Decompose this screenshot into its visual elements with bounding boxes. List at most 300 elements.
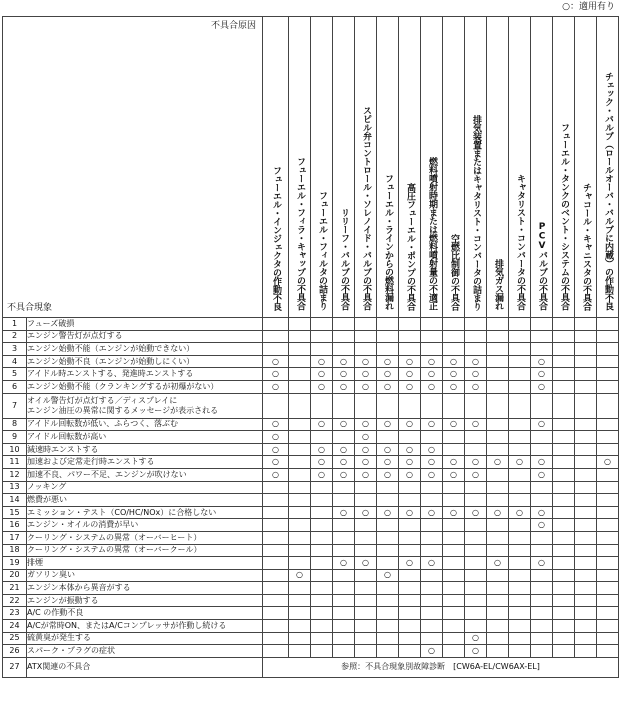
cause-mark-cell xyxy=(399,544,421,557)
cause-mark-cell xyxy=(421,594,443,607)
cause-mark-cell xyxy=(263,431,289,444)
cause-mark-cell xyxy=(399,481,421,494)
cause-mark-cell xyxy=(311,531,333,544)
cause-mark-cell xyxy=(311,519,333,532)
cause-mark-cell xyxy=(355,506,377,519)
cause-mark-cell xyxy=(263,519,289,532)
cause-mark-cell xyxy=(465,330,487,343)
applicable-mark: ○ xyxy=(538,557,545,567)
applicable-mark: ○ xyxy=(538,369,545,379)
cause-label: 排気装置またはキャタリスト・コンバータの詰まり xyxy=(471,114,481,310)
cause-mark-cell xyxy=(443,582,465,595)
symptom-cell: ガソリン臭い xyxy=(27,569,263,582)
cause-mark-cell xyxy=(553,330,575,343)
cause-mark-cell xyxy=(311,380,333,393)
applicable-mark: ○ xyxy=(340,356,347,366)
applicable-mark: ○ xyxy=(494,557,501,567)
cause-mark-cell xyxy=(333,393,355,418)
applicable-mark: ○ xyxy=(362,444,369,454)
applicable-mark: ○ xyxy=(450,507,457,517)
cause-mark-cell xyxy=(377,531,399,544)
symptom-cell: アイドル時エンストする、発進時エンストする xyxy=(27,368,263,381)
cause-mark-cell xyxy=(289,494,311,507)
cause-mark-cell xyxy=(509,431,531,444)
cause-mark-cell xyxy=(487,355,509,368)
cause-mark-cell xyxy=(263,456,289,469)
row-number: 1 xyxy=(3,318,27,331)
cause-mark-cell xyxy=(575,632,597,645)
cause-mark-cell xyxy=(553,531,575,544)
cause-mark-cell xyxy=(399,620,421,633)
cause-label: フューエル・タンクのベント・システムの不具合 xyxy=(559,123,569,310)
cause-mark-cell xyxy=(597,594,619,607)
cause-mark-cell xyxy=(597,544,619,557)
cause-mark-cell xyxy=(597,607,619,620)
applicable-mark: ○ xyxy=(428,469,435,479)
cause-mark-cell xyxy=(509,519,531,532)
applicable-mark: ○ xyxy=(384,419,391,429)
cause-mark-cell xyxy=(531,544,553,557)
applicable-mark: ○ xyxy=(450,381,457,391)
applicable-mark: ○ xyxy=(362,356,369,366)
table-row xyxy=(3,620,619,633)
cause-label: 空燃比制御の不具合 xyxy=(449,233,459,310)
cause-header-row xyxy=(3,17,619,318)
cause-mark-cell xyxy=(509,481,531,494)
cause-mark-cell xyxy=(487,594,509,607)
cause-mark-cell xyxy=(575,494,597,507)
cause-mark-cell xyxy=(355,330,377,343)
symptom-cell: エンジン始動不能（クランキングするが初爆がない） xyxy=(27,380,263,393)
cause-mark-cell xyxy=(597,393,619,418)
table-row xyxy=(3,330,619,343)
cause-mark-cell xyxy=(531,645,553,658)
cause-label: フューエル・フィルタの詰まり xyxy=(317,191,327,310)
cause-mark-cell xyxy=(421,456,443,469)
cause-mark-cell xyxy=(465,468,487,481)
cause-mark-cell xyxy=(333,582,355,595)
cause-mark-cell xyxy=(333,494,355,507)
cause-mark-cell xyxy=(487,456,509,469)
cause-header xyxy=(553,17,575,318)
symptom-header-label: 不具合現象 xyxy=(7,303,53,313)
table-row xyxy=(3,569,619,582)
applicable-mark: ○ xyxy=(516,507,523,517)
cause-mark-cell xyxy=(421,468,443,481)
row-number: 2 xyxy=(3,330,27,343)
applicable-mark: ○ xyxy=(472,369,479,379)
cause-mark-cell xyxy=(421,393,443,418)
cause-mark-cell xyxy=(487,380,509,393)
cause-mark-cell xyxy=(421,632,443,645)
cause-mark-cell xyxy=(421,582,443,595)
cause-mark-cell xyxy=(553,481,575,494)
cause-header xyxy=(597,17,619,318)
cause-mark-cell xyxy=(443,393,465,418)
table-row xyxy=(3,582,619,595)
cause-mark-cell xyxy=(289,481,311,494)
cause-mark-cell xyxy=(289,519,311,532)
cause-mark-cell xyxy=(355,569,377,582)
cause-mark-cell xyxy=(355,443,377,456)
row-number: 7 xyxy=(3,393,27,418)
cause-mark-cell xyxy=(311,506,333,519)
cause-mark-cell xyxy=(355,418,377,431)
cause-mark-cell xyxy=(597,380,619,393)
cause-mark-cell xyxy=(263,393,289,418)
cause-mark-cell xyxy=(597,632,619,645)
cause-mark-cell xyxy=(333,368,355,381)
cause-mark-cell xyxy=(443,418,465,431)
applicable-mark: ○ xyxy=(428,356,435,366)
cause-header-label: 不具合原因 xyxy=(210,21,256,31)
row-number: 3 xyxy=(3,343,27,356)
cause-header xyxy=(311,17,333,318)
cause-mark-cell xyxy=(509,620,531,633)
row-number: 25 xyxy=(3,632,27,645)
cause-mark-cell xyxy=(311,456,333,469)
cause-mark-cell xyxy=(531,607,553,620)
cause-mark-cell xyxy=(465,418,487,431)
cause-mark-cell xyxy=(311,431,333,444)
row-number: 9 xyxy=(3,431,27,444)
cause-mark-cell xyxy=(289,620,311,633)
row-number: 23 xyxy=(3,607,27,620)
cause-mark-cell xyxy=(531,582,553,595)
cause-mark-cell xyxy=(263,506,289,519)
cause-mark-cell xyxy=(509,594,531,607)
table-row xyxy=(3,557,619,570)
cause-mark-cell xyxy=(531,368,553,381)
cause-mark-cell xyxy=(289,431,311,444)
cause-mark-cell xyxy=(553,468,575,481)
applicable-mark: ○ xyxy=(362,557,369,567)
row-number: 26 xyxy=(3,645,27,658)
cause-mark-cell xyxy=(289,544,311,557)
row-number: 24 xyxy=(3,620,27,633)
cause-mark-cell xyxy=(289,468,311,481)
cause-mark-cell xyxy=(377,393,399,418)
cause-mark-cell xyxy=(289,645,311,658)
cause-mark-cell xyxy=(289,582,311,595)
cause-mark-cell xyxy=(355,519,377,532)
cause-mark-cell xyxy=(443,531,465,544)
cause-mark-cell xyxy=(333,418,355,431)
cause-mark-cell xyxy=(531,519,553,532)
cause-mark-cell xyxy=(597,557,619,570)
cause-mark-cell xyxy=(289,443,311,456)
cause-mark-cell xyxy=(553,456,575,469)
applicable-mark: ○ xyxy=(406,369,413,379)
cause-mark-cell xyxy=(465,368,487,381)
cause-mark-cell xyxy=(333,506,355,519)
cause-mark-cell xyxy=(465,380,487,393)
cause-mark-cell xyxy=(531,620,553,633)
cause-mark-cell xyxy=(553,443,575,456)
cause-mark-cell xyxy=(289,594,311,607)
applicable-mark: ○ xyxy=(340,381,347,391)
applicable-mark: ○ xyxy=(516,457,523,467)
cause-mark-cell xyxy=(263,380,289,393)
table-row xyxy=(3,481,619,494)
cause-mark-cell xyxy=(289,557,311,570)
cause-mark-cell xyxy=(443,431,465,444)
cause-mark-cell xyxy=(399,330,421,343)
symptom-cell: 排煙 xyxy=(27,557,263,570)
applicable-mark: ○ xyxy=(340,557,347,567)
cause-header xyxy=(575,17,597,318)
cause-mark-cell xyxy=(553,380,575,393)
applicable-mark: ○ xyxy=(450,469,457,479)
applicable-mark: ○ xyxy=(406,419,413,429)
cause-mark-cell xyxy=(597,418,619,431)
symptom-cell: 燃費が悪い xyxy=(27,494,263,507)
cause-mark-cell xyxy=(509,645,531,658)
cause-mark-cell xyxy=(443,481,465,494)
row-number: 21 xyxy=(3,582,27,595)
cause-header xyxy=(355,17,377,318)
cause-mark-cell xyxy=(399,418,421,431)
cause-mark-cell xyxy=(355,368,377,381)
cause-mark-cell xyxy=(263,481,289,494)
cause-mark-cell xyxy=(263,632,289,645)
applicable-mark: ○ xyxy=(428,646,435,656)
applicable-mark: ○ xyxy=(272,444,279,454)
cause-mark-cell xyxy=(531,393,553,418)
applicable-mark: ○ xyxy=(538,356,545,366)
applicable-mark: ○ xyxy=(384,369,391,379)
cause-mark-cell xyxy=(289,531,311,544)
cause-mark-cell xyxy=(531,594,553,607)
cause-header xyxy=(465,17,487,318)
row-number: 8 xyxy=(3,418,27,431)
cause-header xyxy=(531,17,553,318)
cause-mark-cell xyxy=(263,594,289,607)
applicable-mark: ○ xyxy=(472,356,479,366)
cause-mark-cell xyxy=(289,330,311,343)
cause-mark-cell xyxy=(509,330,531,343)
cause-mark-cell xyxy=(465,481,487,494)
cause-mark-cell xyxy=(553,620,575,633)
table-row xyxy=(3,318,619,331)
table-row xyxy=(3,343,619,356)
table-row xyxy=(3,393,619,418)
table-row xyxy=(3,544,619,557)
cause-label: 排気ガス漏れ xyxy=(493,259,503,310)
cause-mark-cell xyxy=(311,569,333,582)
cause-mark-cell xyxy=(575,531,597,544)
cause-mark-cell xyxy=(531,468,553,481)
applicable-mark: ○ xyxy=(472,646,479,656)
cause-mark-cell xyxy=(487,481,509,494)
cause-mark-cell xyxy=(465,355,487,368)
cause-mark-cell xyxy=(443,494,465,507)
cause-mark-cell xyxy=(333,330,355,343)
cause-mark-cell xyxy=(311,494,333,507)
cause-mark-cell xyxy=(575,594,597,607)
cause-label: フューエル・フィラ・キャップの不具合 xyxy=(295,157,305,310)
cause-mark-cell xyxy=(377,519,399,532)
cause-mark-cell xyxy=(443,569,465,582)
cause-mark-cell xyxy=(421,494,443,507)
cause-mark-cell xyxy=(465,594,487,607)
cause-mark-cell xyxy=(509,506,531,519)
table-row xyxy=(3,355,619,368)
row-number: 15 xyxy=(3,506,27,519)
cause-mark-cell xyxy=(289,418,311,431)
cause-mark-cell xyxy=(575,456,597,469)
cause-mark-cell xyxy=(399,368,421,381)
cause-mark-cell xyxy=(355,632,377,645)
applicable-mark: ○ xyxy=(384,507,391,517)
cause-mark-cell xyxy=(263,343,289,356)
cause-mark-cell xyxy=(399,431,421,444)
cause-mark-cell xyxy=(377,468,399,481)
table-row xyxy=(3,468,619,481)
cause-mark-cell xyxy=(443,380,465,393)
cause-mark-cell xyxy=(531,456,553,469)
cause-mark-cell xyxy=(399,380,421,393)
cause-mark-cell xyxy=(465,519,487,532)
cause-mark-cell xyxy=(377,494,399,507)
cause-mark-cell xyxy=(465,431,487,444)
symptom-cell: 硫黄臭が発生する xyxy=(27,632,263,645)
cause-mark-cell xyxy=(421,544,443,557)
table-row xyxy=(3,494,619,507)
cause-mark-cell xyxy=(289,368,311,381)
cause-mark-cell xyxy=(377,569,399,582)
cause-mark-cell xyxy=(377,343,399,356)
applicable-mark: ○ xyxy=(272,457,279,467)
cause-mark-cell xyxy=(575,519,597,532)
cause-mark-cell xyxy=(465,620,487,633)
cause-mark-cell xyxy=(531,494,553,507)
applicable-mark: ○ xyxy=(340,469,347,479)
cause-mark-cell xyxy=(333,531,355,544)
cause-mark-cell xyxy=(465,494,487,507)
cause-mark-cell xyxy=(311,318,333,331)
cause-mark-cell xyxy=(553,343,575,356)
cause-mark-cell xyxy=(355,594,377,607)
applicable-mark: ○ xyxy=(428,557,435,567)
cause-mark-cell xyxy=(597,531,619,544)
cause-mark-cell xyxy=(597,468,619,481)
cause-mark-cell xyxy=(311,443,333,456)
cause-mark-cell xyxy=(399,594,421,607)
row-number: 12 xyxy=(3,468,27,481)
table-row xyxy=(3,506,619,519)
cause-mark-cell xyxy=(487,418,509,431)
cause-mark-cell xyxy=(509,343,531,356)
applicable-mark: ○ xyxy=(604,457,611,467)
applicable-mark: ○ xyxy=(538,457,545,467)
cause-mark-cell xyxy=(553,632,575,645)
symptom-cell: オイル警告灯が点灯する／ディスプレイに エンジン油圧の異常に関するメッセージが表示される xyxy=(27,393,263,418)
cause-header xyxy=(333,17,355,318)
applicable-mark: ○ xyxy=(538,469,545,479)
applicable-mark: ○ xyxy=(272,369,279,379)
cause-mark-cell xyxy=(509,569,531,582)
cause-mark-cell xyxy=(553,506,575,519)
cause-mark-cell xyxy=(553,569,575,582)
cause-mark-cell xyxy=(509,531,531,544)
cause-mark-cell xyxy=(597,519,619,532)
cause-mark-cell xyxy=(531,318,553,331)
applicable-mark: ○ xyxy=(362,431,369,441)
table-row xyxy=(3,632,619,645)
cause-mark-cell xyxy=(399,343,421,356)
applicable-mark: ○ xyxy=(494,457,501,467)
cause-mark-cell xyxy=(465,531,487,544)
table-row xyxy=(3,456,619,469)
symptom-cell: エンジン本体から異音がする xyxy=(27,582,263,595)
applicable-mark: ○ xyxy=(384,381,391,391)
cause-mark-cell xyxy=(289,393,311,418)
cause-mark-cell xyxy=(289,456,311,469)
cause-mark-cell xyxy=(531,418,553,431)
cause-mark-cell xyxy=(597,343,619,356)
cause-mark-cell xyxy=(333,620,355,633)
applicable-mark: ○ xyxy=(362,469,369,479)
cause-mark-cell xyxy=(575,368,597,381)
cause-mark-cell xyxy=(575,506,597,519)
table-row xyxy=(3,657,619,677)
cause-mark-cell xyxy=(531,632,553,645)
cause-mark-cell xyxy=(465,557,487,570)
cause-mark-cell xyxy=(355,431,377,444)
cause-mark-cell xyxy=(575,620,597,633)
diagnosis-matrix xyxy=(2,16,619,678)
cause-mark-cell xyxy=(443,632,465,645)
applicable-mark: ○ xyxy=(406,381,413,391)
symptom-cell: ATX関連の不具合 xyxy=(27,657,263,677)
cause-mark-cell xyxy=(487,506,509,519)
cause-mark-cell xyxy=(443,443,465,456)
cause-mark-cell xyxy=(465,544,487,557)
cause-mark-cell xyxy=(263,607,289,620)
cause-mark-cell xyxy=(487,343,509,356)
cause-mark-cell xyxy=(377,645,399,658)
applicable-mark: ○ xyxy=(450,419,457,429)
corner-header xyxy=(3,17,263,318)
cause-mark-cell xyxy=(263,531,289,544)
table-row xyxy=(3,368,619,381)
applicable-mark: ○ xyxy=(538,419,545,429)
cause-mark-cell xyxy=(377,443,399,456)
cause-mark-cell xyxy=(553,355,575,368)
symptom-cell: A/Cが常時ON、またはA/Cコンプレッサが作動し続ける xyxy=(27,620,263,633)
symptom-cell: アイドル回転数が高い xyxy=(27,431,263,444)
cause-mark-cell xyxy=(263,557,289,570)
cause-mark-cell xyxy=(575,569,597,582)
cause-mark-cell xyxy=(597,368,619,381)
cause-mark-cell xyxy=(333,355,355,368)
cause-mark-cell xyxy=(597,431,619,444)
cause-mark-cell xyxy=(333,594,355,607)
symptom-cell: ノッキング xyxy=(27,481,263,494)
row-number: 19 xyxy=(3,557,27,570)
symptom-cell: スパーク・プラグの症状 xyxy=(27,645,263,658)
cause-mark-cell xyxy=(263,318,289,331)
cause-mark-cell xyxy=(311,343,333,356)
symptom-cell: エンジンが振動する xyxy=(27,594,263,607)
cause-mark-cell xyxy=(553,607,575,620)
cause-mark-cell xyxy=(487,582,509,595)
cause-mark-cell xyxy=(531,506,553,519)
cause-mark-cell xyxy=(575,582,597,595)
cause-mark-cell xyxy=(465,506,487,519)
applicable-mark: ○ xyxy=(340,507,347,517)
